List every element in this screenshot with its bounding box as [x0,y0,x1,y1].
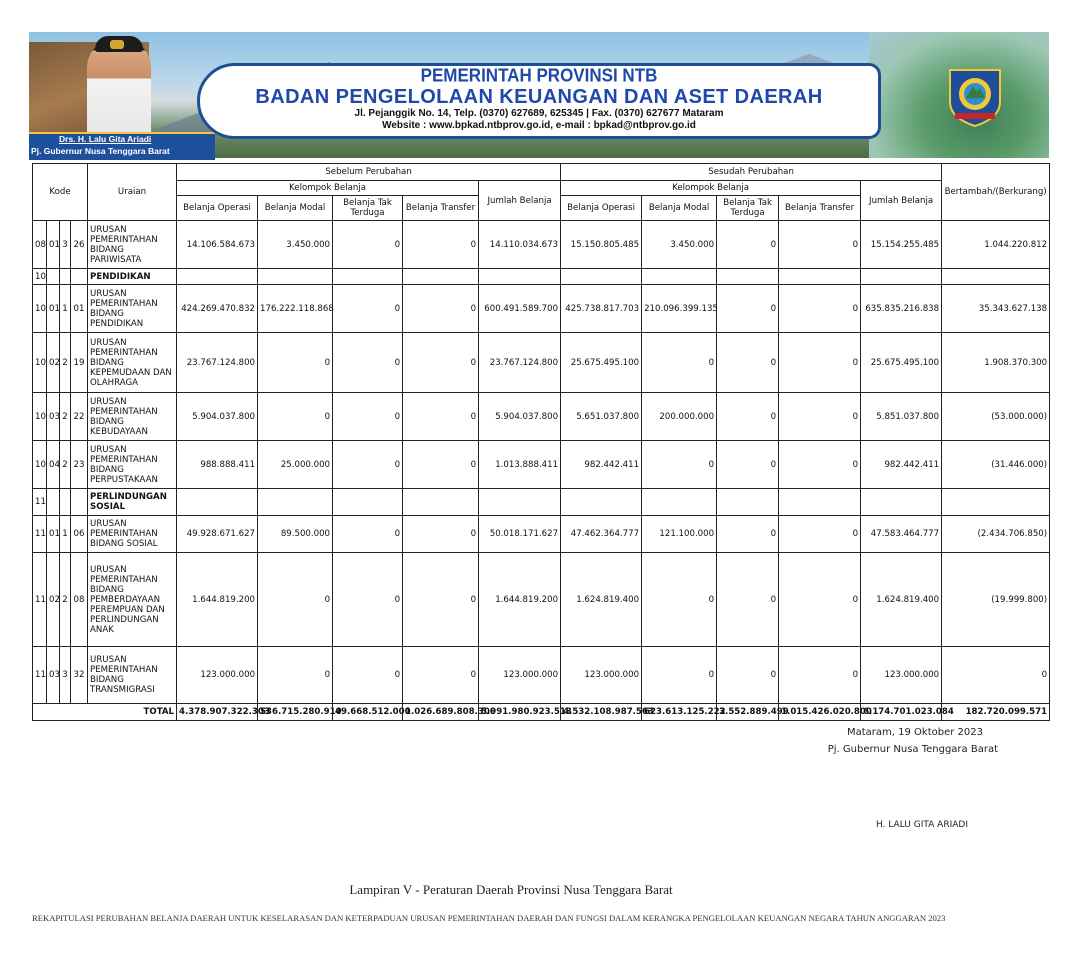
kode-cell [60,489,71,516]
amount-cell: 0 [642,553,717,647]
amount-cell: 0 [779,285,861,333]
amount-cell: 0 [403,393,479,441]
kode-cell: 10 [33,269,47,285]
kode-cell: 2 [60,553,71,647]
table-row [33,647,1050,704]
amount-cell: 0 [258,333,333,393]
header-kelompok-after: Kelompok Belanja [561,181,861,196]
cap-badge-icon [110,40,124,49]
amount-cell [177,269,258,285]
kode-cell [60,269,71,285]
amount-cell: 0 [642,333,717,393]
amount-cell: 0 [717,285,779,333]
kode-cell: 01 [47,285,60,333]
amount-cell: 23.767.124.800 [177,333,258,393]
official-position: Pj. Gubernur Nusa Tenggara Barat [31,146,170,156]
kode-cell: 26 [71,221,88,269]
total-amount-cell: 182.720.099.571 [942,704,1050,721]
amount-cell: 635.835.216.838 [861,285,942,333]
amount-cell: 0 [258,647,333,704]
ntb-province-emblem-icon [946,66,1004,128]
amount-cell: 988.888.411 [177,441,258,489]
amount-cell: 0 [717,221,779,269]
kode-cell: 11 [33,647,47,704]
kode-cell: 02 [47,553,60,647]
kode-cell: 08 [71,553,88,647]
table-row [33,553,1050,647]
amount-cell [861,489,942,516]
official-name: Drs. H. Lalu Gita Ariadi [59,134,152,144]
amount-cell: 3.450.000 [258,221,333,269]
uraian-cell: URUSAN PEMERINTAHAN BIDANG SOSIAL [88,516,177,553]
uraian-cell: URUSAN PEMERINTAHAN BIDANG PARIWISATA [88,221,177,269]
amount-cell: 0 [779,553,861,647]
kode-cell: 11 [33,489,47,516]
header-modal-before: Belanja Modal [258,196,333,221]
amount-cell: 47.462.364.777 [561,516,642,553]
amount-cell: 121.100.000 [642,516,717,553]
signature-name: H. LALU GITA ARIADI [876,820,968,830]
amount-cell: 982.442.411 [561,441,642,489]
letterhead-banner [29,32,1049,158]
amount-cell: 23.767.124.800 [479,333,561,393]
amount-cell: 0 [258,393,333,441]
kode-cell: 32 [71,647,88,704]
total-amount-cell: 6.174.701.023.084 [861,704,942,721]
amount-cell: 982.442.411 [861,441,942,489]
kode-cell: 10 [33,393,47,441]
amount-cell [561,269,642,285]
amount-cell: 0 [333,333,403,393]
signature-title: Pj. Gubernur Nusa Tenggara Barat [827,744,998,755]
header-uraian: Uraian [88,164,177,221]
amount-cell: 0 [403,553,479,647]
amount-cell: 0 [779,333,861,393]
amount-cell: 0 [403,333,479,393]
kode-cell: 10 [33,333,47,393]
amount-cell: 15.154.255.485 [861,221,942,269]
amount-cell [258,269,333,285]
rekapitulasi-caption: REKAPITULASI PERUBAHAN BELANJA DAERAH UNTUK KESELARASAN DAN KETERPADUAN URUSAN PEMERINTAHAN DAERAH DAN FUNGSI DALAM KERANGKA PENGELOLAAN KEUANGAN NEGARA TAHUN ANGGARAN 2023 [32,913,946,923]
amount-cell [479,489,561,516]
header-kode: Kode [33,164,88,221]
kode-cell: 22 [71,393,88,441]
budget-table [32,163,1050,721]
amount-cell [561,489,642,516]
amount-cell: 0 [717,553,779,647]
amount-cell: 0 [333,553,403,647]
amount-cell: 0 [717,393,779,441]
amount-cell: 47.583.464.777 [861,516,942,553]
amount-cell: 0 [333,441,403,489]
amount-cell: 0 [717,647,779,704]
amount-cell: 5.651.037.800 [561,393,642,441]
amount-cell: 424.269.470.832 [177,285,258,333]
kode-cell: 01 [47,221,60,269]
amount-cell: 1.044.220.812 [942,221,1050,269]
kode-cell: 1 [60,516,71,553]
amount-cell: 123.000.000 [561,647,642,704]
amount-cell: 1.624.819.400 [561,553,642,647]
amount-cell [479,269,561,285]
kode-cell: 01 [47,516,60,553]
amount-cell: 14.106.584.673 [177,221,258,269]
amount-cell: 0 [779,221,861,269]
amount-cell [779,269,861,285]
amount-cell: 1.013.888.411 [479,441,561,489]
amount-cell: 0 [403,647,479,704]
amount-cell: (31.446.000) [942,441,1050,489]
kode-cell: 03 [47,393,60,441]
amount-cell: 0 [333,647,403,704]
kode-cell: 01 [71,285,88,333]
total-amount-cell: 1.015.426.020.800 [779,704,861,721]
amount-cell: 123.000.000 [479,647,561,704]
kode-cell: 2 [60,333,71,393]
amount-cell: 0 [642,441,717,489]
amount-cell [779,489,861,516]
header-jumlah-before: Jumlah Belanja [479,181,561,221]
amount-cell: 49.928.671.627 [177,516,258,553]
uraian-cell: PENDIDIKAN [88,269,177,285]
kode-cell: 03 [47,647,60,704]
amount-cell: 25.675.495.100 [861,333,942,393]
amount-cell: 5.851.037.800 [861,393,942,441]
uraian-cell: URUSAN PEMERINTAHAN BIDANG PEMBERDAYAAN PEREMPUAN DAN PERLINDUNGAN ANAK [88,553,177,647]
total-amount-cell: 4.532.108.987.563 [561,704,642,721]
amount-cell: 1.644.819.200 [177,553,258,647]
total-amount-cell: 5.991.980.923.513 [479,704,561,721]
amount-cell: 0 [258,553,333,647]
total-amount-cell: 49.668.512.000 [333,704,403,721]
agency-address: Jl. Pejanggik No. 14, Telp. (0370) 627689, 625345 | Fax. (0370) 627677 Mataram [354,108,724,119]
amount-cell [942,269,1050,285]
amount-cell [642,489,717,516]
amount-cell: 0 [717,333,779,393]
header-jumlah-after: Jumlah Belanja [861,181,942,221]
amount-cell: 35.343.627.138 [942,285,1050,333]
header-transfer-after: Belanja Transfer [779,196,861,221]
kode-cell: 19 [71,333,88,393]
uraian-cell: URUSAN PEMERINTAHAN BIDANG PENDIDIKAN [88,285,177,333]
governor-portrait [87,38,151,138]
amount-cell [642,269,717,285]
amount-cell: 176.222.118.868 [258,285,333,333]
amount-cell: 0 [779,393,861,441]
amount-cell: 0 [403,441,479,489]
amount-cell: 5.904.037.800 [177,393,258,441]
amount-cell [861,269,942,285]
header-operasi-before: Belanja Operasi [177,196,258,221]
total-amount-cell: 4.378.907.322.303 [177,704,258,721]
header-transfer-before: Belanja Transfer [403,196,479,221]
kode-cell: 11 [33,553,47,647]
lampiran-caption: Lampiran V - Peraturan Daerah Provinsi Nusa Tenggara Barat [349,882,673,897]
amount-cell: 0 [333,516,403,553]
amount-cell: 0 [779,647,861,704]
amount-cell: 0 [717,516,779,553]
amount-cell: 14.110.034.673 [479,221,561,269]
total-amount-cell: 1.026.689.808.300 [403,704,479,721]
agency-title: BADAN PENGELOLAAN KEUANGAN DAN ASET DAERAH [255,86,823,108]
kode-cell: 02 [47,333,60,393]
amount-cell [403,489,479,516]
amount-cell: 25.675.495.100 [561,333,642,393]
kode-cell [71,269,88,285]
amount-cell: 0 [333,221,403,269]
amount-cell: 0 [642,647,717,704]
uraian-cell: URUSAN PEMERINTAHAN BIDANG KEPEMUDAAN DAN OLAHRAGA [88,333,177,393]
amount-cell: 1.624.819.400 [861,553,942,647]
table-row [33,393,1050,441]
kode-cell: 2 [60,393,71,441]
uraian-cell: PERLINDUNGAN SOSIAL [88,489,177,516]
amount-cell: (2.434.706.850) [942,516,1050,553]
table-row [33,441,1050,489]
amount-cell: 123.000.000 [861,647,942,704]
amount-cell: 425.738.817.703 [561,285,642,333]
table-row [33,516,1050,553]
total-row [33,704,1050,721]
amount-cell [333,269,403,285]
uraian-cell: URUSAN PEMERINTAHAN BIDANG PERPUSTAKAAN [88,441,177,489]
amount-cell: 0 [403,221,479,269]
header-sebelum-perubahan: Sebelum Perubahan [177,164,561,181]
total-label: TOTAL [33,704,177,721]
amount-cell [717,269,779,285]
amount-cell: 25.000.000 [258,441,333,489]
amount-cell: 0 [779,441,861,489]
kode-cell: 11 [33,516,47,553]
kode-cell: 2 [60,441,71,489]
uraian-cell: URUSAN PEMERINTAHAN BIDANG TRANSMIGRASI [88,647,177,704]
header-tak-terduga-before: Belanja Tak Terduga [333,196,403,221]
kode-cell: 04 [47,441,60,489]
amount-cell: 3.450.000 [642,221,717,269]
kode-cell: 23 [71,441,88,489]
amount-cell [942,489,1050,516]
amount-cell: (19.999.800) [942,553,1050,647]
kode-cell: 10 [33,285,47,333]
header-operasi-after: Belanja Operasi [561,196,642,221]
total-amount-cell: 3.552.889.499 [717,704,779,721]
amount-cell: 15.150.805.485 [561,221,642,269]
amount-cell: 0 [333,285,403,333]
amount-cell: 123.000.000 [177,647,258,704]
amount-cell: 50.018.171.627 [479,516,561,553]
table-group-row [33,489,1050,516]
amount-cell: 0 [942,647,1050,704]
amount-cell: (53.000.000) [942,393,1050,441]
amount-cell [258,489,333,516]
government-title: PEMERINTAH PROVINSI NTB [420,65,658,86]
amount-cell: 5.904.037.800 [479,393,561,441]
total-amount-cell: 623.613.125.222 [642,704,717,721]
amount-cell: 0 [403,285,479,333]
header-bertambah: Bertambah/(Berkurang) [942,164,1050,221]
kode-cell: 1 [60,285,71,333]
kode-cell: 08 [33,221,47,269]
header-modal-after: Belanja Modal [642,196,717,221]
amount-cell: 0 [403,516,479,553]
amount-cell: 0 [717,441,779,489]
total-amount-cell: 536.715.280.910 [258,704,333,721]
amount-cell: 0 [779,516,861,553]
amount-cell: 0 [333,393,403,441]
kode-cell [47,269,60,285]
amount-cell: 1.908.370.300 [942,333,1050,393]
kode-cell [47,489,60,516]
table-row [33,333,1050,393]
header-tak-terduga-after: Belanja Tak Terduga [717,196,779,221]
amount-cell [333,489,403,516]
table-group-row [33,269,1050,285]
kode-cell: 3 [60,647,71,704]
amount-cell: 210.096.399.135 [642,285,717,333]
kode-cell [71,489,88,516]
agency-website: Website : www.bpkad.ntbprov.go.id, e-mail : bpkad@ntbprov.go.id [382,120,696,131]
amount-cell: 89.500.000 [258,516,333,553]
table-row [33,221,1050,269]
signature-place-date: Mataram, 19 Oktober 2023 [847,727,983,738]
header-kelompok-before: Kelompok Belanja [177,181,479,196]
header-sesudah-perubahan: Sesudah Perubahan [561,164,942,181]
amount-cell: 600.491.589.700 [479,285,561,333]
amount-cell: 200.000.000 [642,393,717,441]
table-row [33,285,1050,333]
amount-cell [717,489,779,516]
uraian-cell: URUSAN PEMERINTAHAN BIDANG KEBUDAYAAN [88,393,177,441]
amount-cell: 1.644.819.200 [479,553,561,647]
amount-cell [177,489,258,516]
amount-cell [403,269,479,285]
kode-cell: 10 [33,441,47,489]
kode-cell: 3 [60,221,71,269]
kode-cell: 06 [71,516,88,553]
